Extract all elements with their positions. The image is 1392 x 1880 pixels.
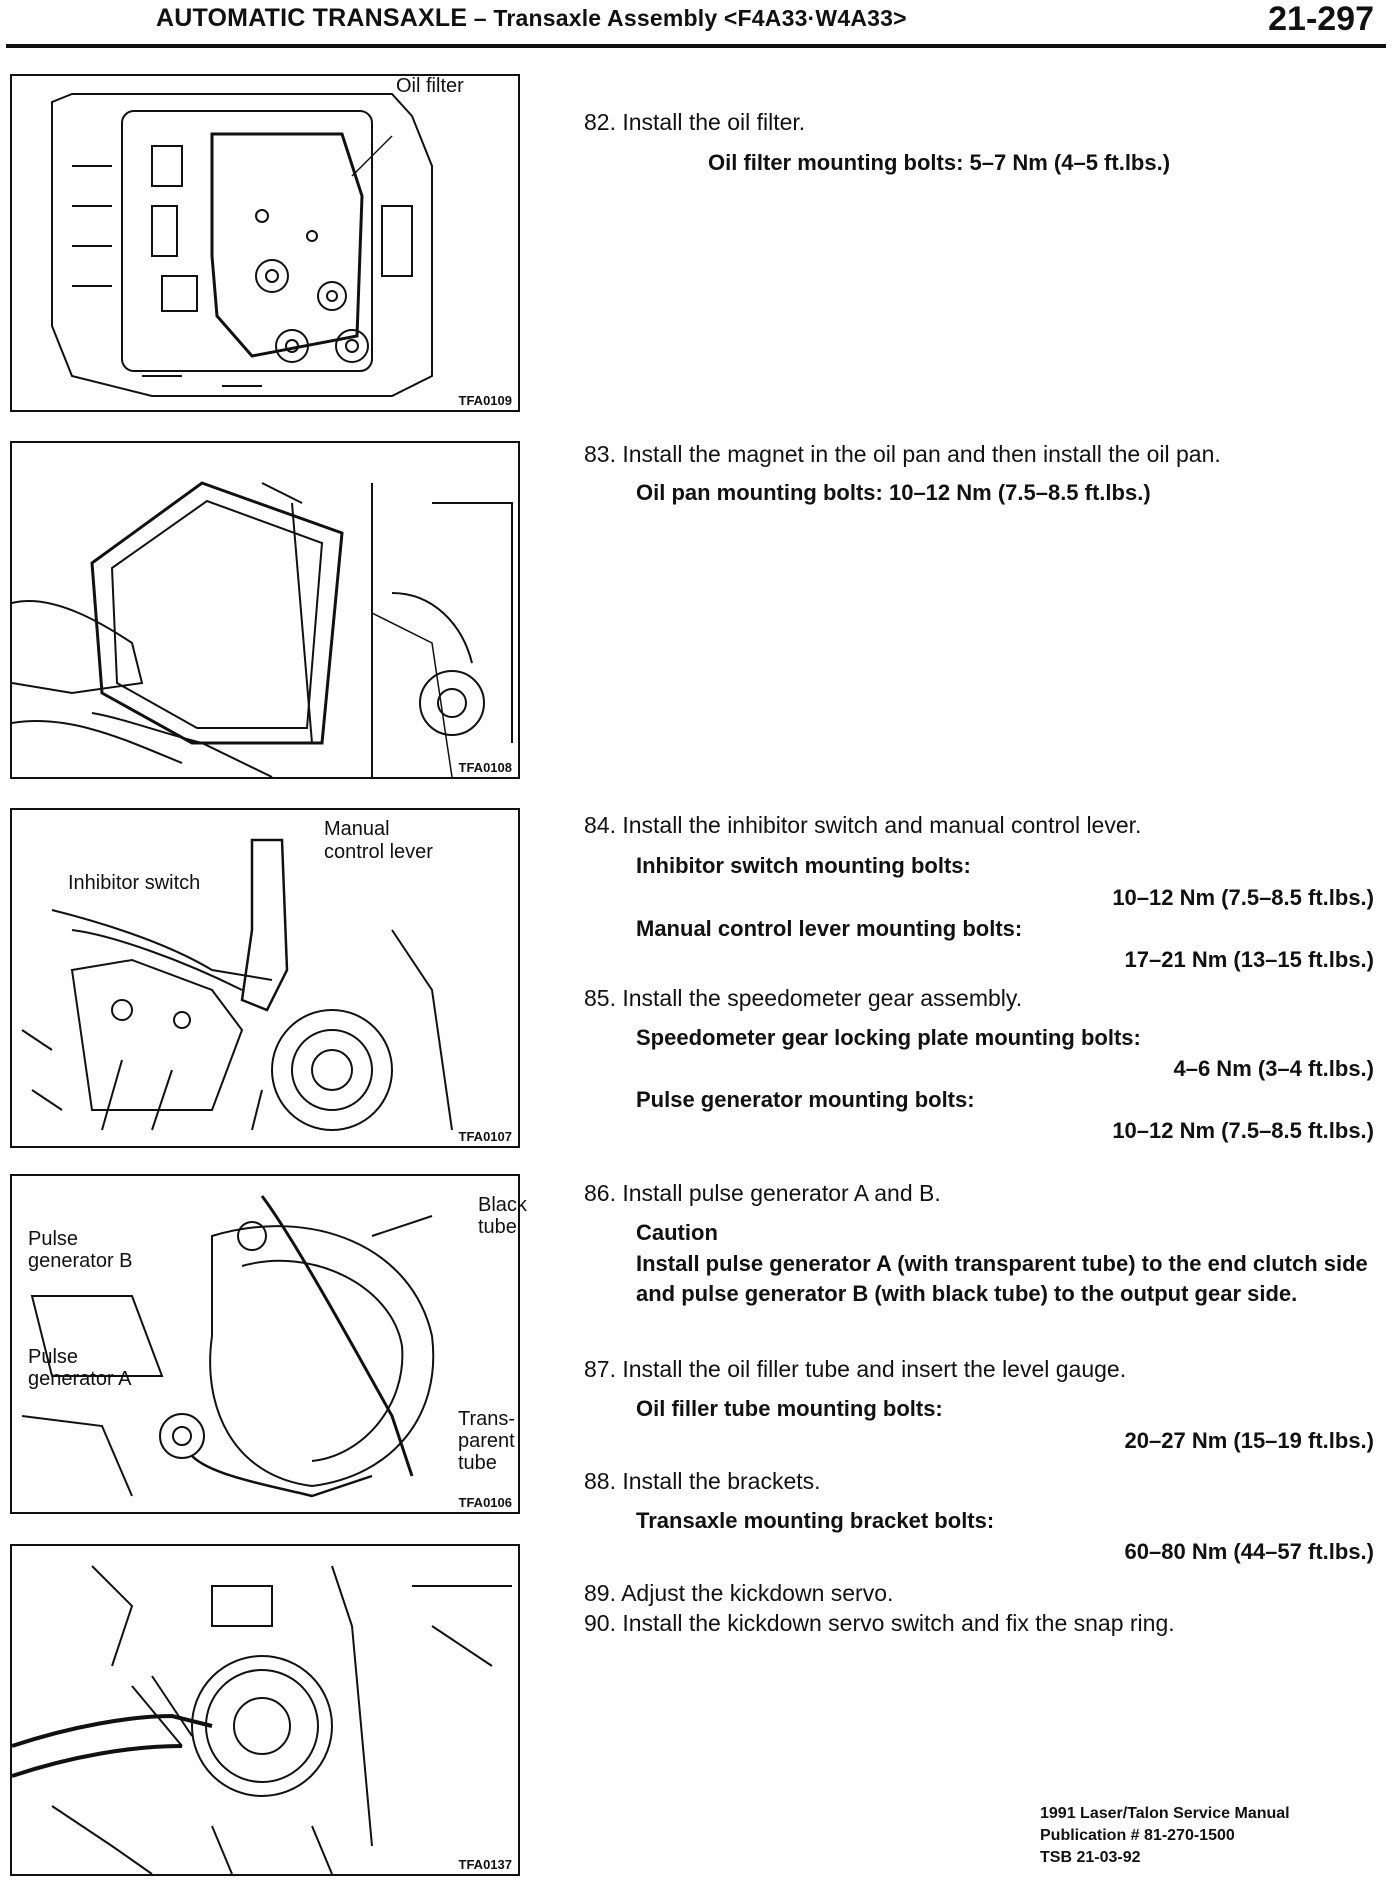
figure-code: TFA0106 <box>458 1495 512 1510</box>
step-83: 83. Install the magnet in the oil pan and then install the oil pan. <box>584 441 1221 467</box>
pulse-generator-illustration <box>12 1176 518 1512</box>
page-header <box>6 0 1386 46</box>
header-rule <box>6 44 1386 48</box>
label-oil-filter: Oil filter <box>396 75 464 97</box>
label-pulse-b-2: generator B <box>28 1250 133 1272</box>
value-85-2: 10–12 Nm (7.5–8.5 ft.lbs.) <box>1112 1118 1374 1143</box>
footer <box>1040 1803 1290 1869</box>
label-tube-2: tube <box>458 1452 497 1474</box>
value-88: 60–80 Nm (44–57 ft.lbs.) <box>1124 1539 1374 1564</box>
figure-code: TFA0107 <box>458 1129 512 1144</box>
figure-oil-filter <box>10 74 520 412</box>
footer-manual: 1991 Laser/Talon Service Manual <box>1040 1805 1290 1822</box>
inhibitor-switch-illustration <box>12 810 518 1146</box>
label-pulse-b-1: Pulse <box>28 1228 79 1250</box>
oil-filter-illustration <box>12 76 518 410</box>
footer-publication: Publication # 81-270-1500 <box>1040 1827 1235 1844</box>
step-85: 85. Install the speedometer gear assembly. <box>584 985 1023 1011</box>
page-title <box>156 4 907 33</box>
step-87: 87. Install the oil filler tube and insert the level gauge. <box>584 1356 1127 1382</box>
title-main: AUTOMATIC TRANSAXLE <box>156 4 468 32</box>
spec-87: Oil filler tube mounting bolts: <box>636 1396 943 1421</box>
figure-code: TFA0108 <box>458 760 512 775</box>
value-87: 20–27 Nm (15–19 ft.lbs.) <box>1124 1428 1374 1453</box>
kickdown-servo-illustration <box>12 1546 518 1874</box>
footer-tsb: TSB 21-03-92 <box>1040 1849 1141 1866</box>
label-pulse-a-2: generator A <box>28 1368 132 1390</box>
value-84-2: 17–21 Nm (13–15 ft.lbs.) <box>1124 947 1374 972</box>
step-84: 84. Install the inhibitor switch and manual control lever. <box>584 812 1142 838</box>
figure-pulse-generators <box>10 1174 527 1514</box>
page-number: 21-297 <box>1268 0 1374 38</box>
label-black: Black <box>478 1194 527 1216</box>
spec-84-1: Inhibitor switch mounting bolts: <box>636 853 971 878</box>
step-88: 88. Install the brackets. <box>584 1468 821 1494</box>
label-tube: tube <box>478 1216 517 1238</box>
label-control-lever: control lever <box>324 841 433 863</box>
step-90: 90. Install the kickdown servo switch and fix the snap ring. <box>584 1610 1175 1636</box>
label-inhibitor-switch: Inhibitor switch <box>68 872 201 894</box>
step-89: 89. Adjust the kickdown servo. <box>584 1580 894 1606</box>
oil-pan-illustration <box>12 443 518 777</box>
caution-title: Caution <box>636 1220 718 1245</box>
spec-83: Oil pan mounting bolts: 10–12 Nm (7.5–8.5 ft.lbs.) <box>636 480 1151 505</box>
spec-85-2: Pulse generator mounting bolts: <box>636 1087 975 1112</box>
step-82: 82. Install the oil filter. <box>584 109 806 135</box>
title-sub: – Transaxle Assembly <F4A33·W4A33> <box>467 5 907 31</box>
spec-88: Transaxle mounting bracket bolts: <box>636 1508 995 1533</box>
label-parent: parent <box>458 1430 515 1452</box>
caution-text: Install pulse generator A (with transparent tube) to the end clutch side and pulse generator B (with black tube) to the output gear side. <box>636 1251 1368 1306</box>
figure-code: TFA0109 <box>458 393 512 408</box>
value-84-1: 10–12 Nm (7.5–8.5 ft.lbs.) <box>1112 885 1374 910</box>
figure-oil-pan <box>10 441 520 779</box>
spec-85-1: Speedometer gear locking plate mounting bolts: <box>636 1025 1141 1050</box>
step-86: 86. Install pulse generator A and B. <box>584 1180 941 1206</box>
label-trans: Trans- <box>458 1408 516 1430</box>
value-85-1: 4–6 Nm (3–4 ft.lbs.) <box>1173 1056 1374 1081</box>
spec-82: Oil filter mounting bolts: 5–7 Nm (4–5 ft.lbs.) <box>708 150 1171 175</box>
figure-inhibitor-switch <box>10 808 520 1148</box>
spec-84-2: Manual control lever mounting bolts: <box>636 916 1023 941</box>
figure-kickdown-servo <box>10 1544 520 1876</box>
label-pulse-a-1: Pulse <box>28 1346 79 1368</box>
figure-code: TFA0137 <box>458 1857 512 1872</box>
label-manual: Manual <box>324 818 390 840</box>
